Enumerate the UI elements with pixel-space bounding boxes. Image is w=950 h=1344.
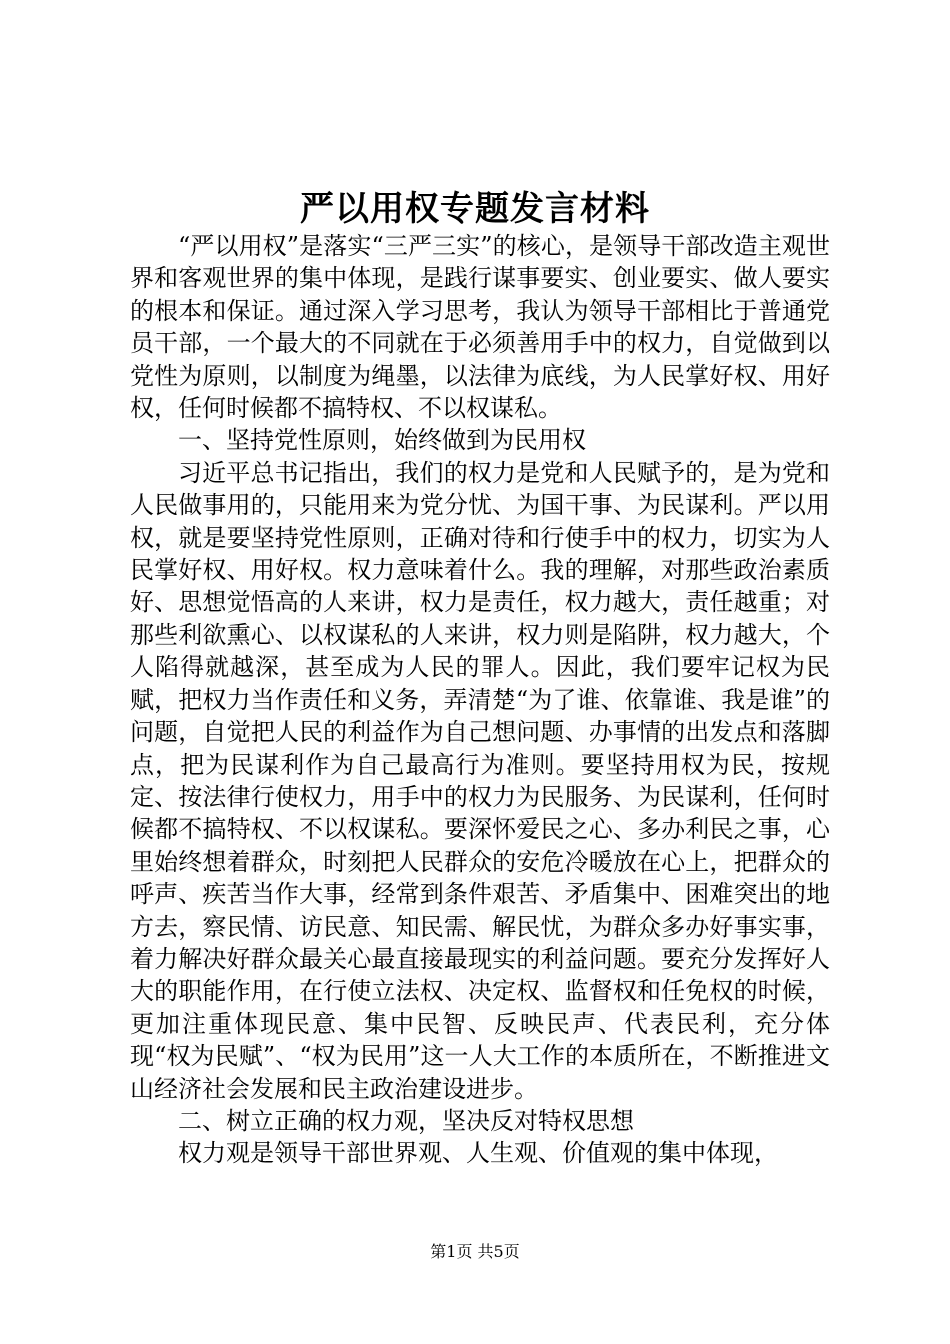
page-number-footer: 第1页 共5页 [430, 1242, 520, 1261]
paragraph-intro: “严以用权”是落实“三严三实”的核心，是领导干部改造主观世界和客观世界的集中体现，是践行谋事要实、创业要实、做人要实的根本和保证。通过深入学习思考，我认为领导干部相比于普通党员干部，一个最大的不同就在于必须善用手中的权力，自觉做到以党性为原则，以制度为绳墨，以法律为底线，为人民掌好权、用好权，任何时候都不搞特权、不以权谋私。 [130, 232, 830, 423]
page-title: 严以用权专题发言材料 [300, 189, 650, 229]
section-heading-2: 二、树立正确的权力观，坚决反对特权思想 [178, 1106, 634, 1135]
section-heading-1: 一、坚持党性原则，始终做到为民用权 [178, 426, 586, 455]
document-body [130, 230, 830, 1170]
paragraph-section-2: 权力观是领导干部世界观、人生观、价值观的集中体现， [178, 1139, 778, 1168]
paragraph-section-1: 习近平总书记指出，我们的权力是党和人民赋予的，是为党和人民做事用的，只能用来为党分忧、为国干事、为民谋利。严以用权，就是要坚持党性原则，正确对待和行使手中的权力，切实为人民掌好权、用好权。权力意味着什么。我的理解，对那些政治素质好、思想觉悟高的人来讲，权力是责任，权力越大，责任越重；对那些利欲熏心、以权谋私的人来讲，权力则是陷阱，权力越大，个人陷得就越深，甚至成为人民的罪人。因此，我们要牢记权为民赋，把权力当作责任和义务，弄清楚“为了谁、依靠谁、我是谁”的问题，自觉把人民的利益作为自己想问题、办事情的出发点和落脚点，把为民谋利作为自己最高行为准则。要坚持用权为民，按规定、按法律行使权力，用手中的权力为民服务、为民谋利，任何时候都不搞特权、不以权谋私。要深怀爱民之心、多办利民之事，心里始终想着群众，时刻把人民群众的安危冷暖放在心上，把群众的呼声、疾苦当作大事，经常到条件艰苦、矛盾集中、困难突出的地方去，察民情、访民意、知民需、解民忧，为群众多办好事实事，着力解决好群众最关心最直接最现实的利益问题。要充分发挥好人大的职能作用，在行使立法权、决定权、监督权和任免权的时候，更加注重体现民意、集中民智、反映民声、代表民利，充分体现“权为民赋”、“权为民用”这一人大工作的本质所在，不断推进文山经济社会发展和民主政治建设进步。 [130, 458, 830, 1103]
